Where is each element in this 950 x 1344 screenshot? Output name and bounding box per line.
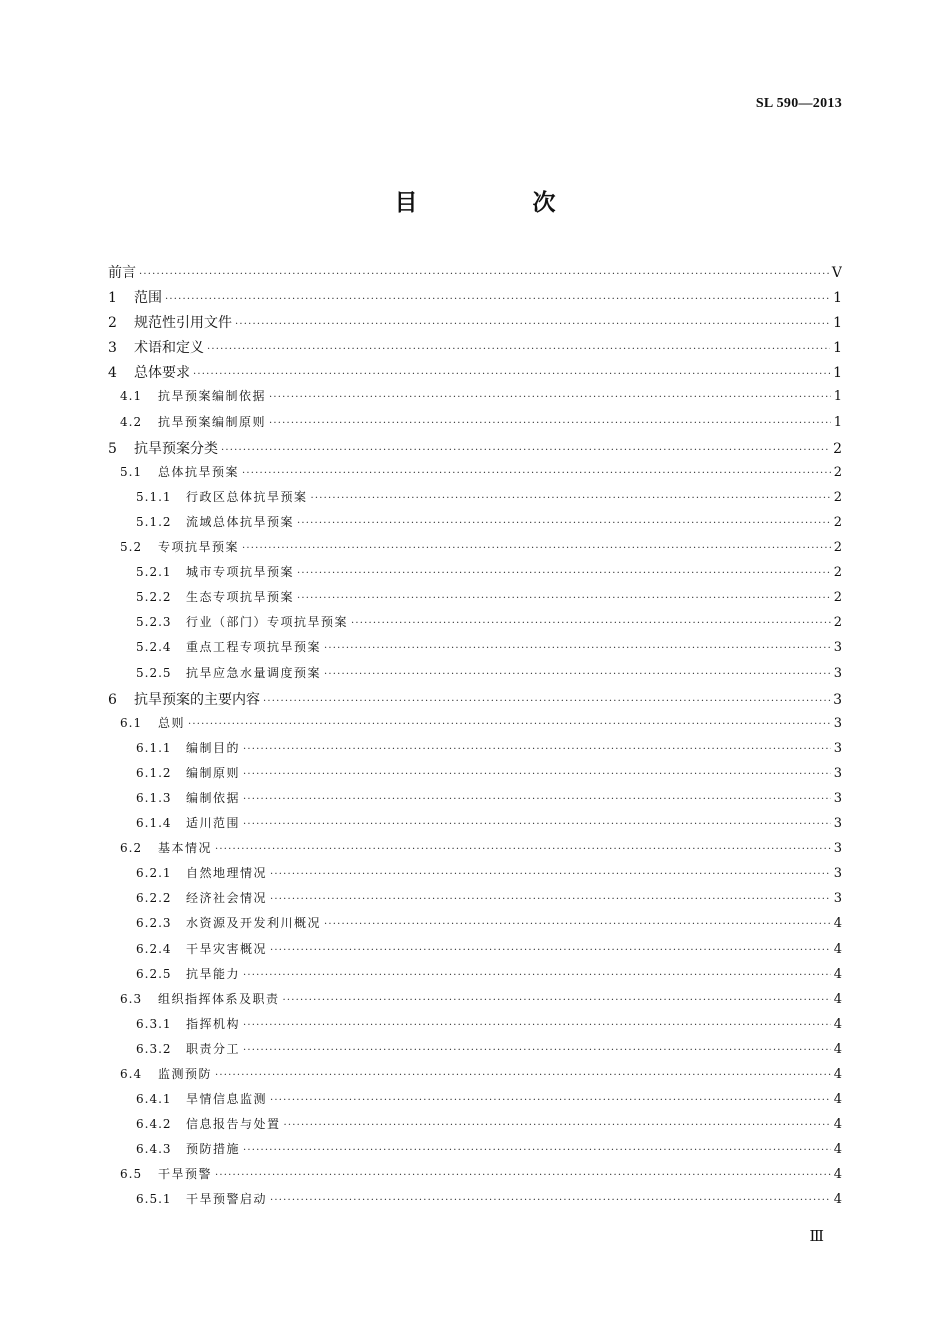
toc-entry-number: 6.3.1: [136, 1016, 172, 1031]
toc-entry[interactable]: [108, 638, 842, 663]
toc-entry-page: 3: [833, 841, 842, 857]
toc-entry-number: 6.4.2: [136, 1117, 172, 1132]
toc-entry-page: Ⅴ: [831, 265, 842, 281]
toc-entry-number: 5.1.1: [136, 489, 172, 504]
toc-entry[interactable]: [108, 1190, 842, 1215]
toc-entry-title: 抗旱预案编制原则: [158, 414, 267, 429]
toc-entry-title: 城市专项抗旱预案: [186, 565, 295, 580]
toc-entry-number: 6.3: [120, 991, 143, 1006]
toc-entry-page: 4: [833, 1092, 842, 1108]
toc-entry-page: 4: [833, 1067, 842, 1082]
toc-entry-number: 6.5: [120, 1167, 143, 1182]
toc-entry-page: 3: [833, 740, 842, 756]
toc-entry-title: 抗旱能力: [186, 966, 241, 981]
toc-entry-title: 监测预防: [158, 1067, 213, 1081]
toc-entry[interactable]: [108, 362, 842, 387]
toc-entry-number: 6.1: [120, 715, 143, 730]
toc-entry-page: 3: [833, 715, 842, 731]
toc-entry-page: 1: [833, 315, 842, 332]
toc-entry[interactable]: [108, 262, 842, 287]
toc-entry-number: 5.2.4: [136, 640, 172, 655]
toc-entry-number: 5.1: [120, 464, 143, 479]
dot-leader: [270, 1095, 831, 1106]
toc-entry-title: 组织指挥体系及职责: [158, 991, 280, 1006]
dot-leader: [297, 593, 831, 604]
toc-entry[interactable]: [108, 965, 842, 990]
toc-entry-number: 6.3.2: [136, 1041, 172, 1056]
page-title: 目 次: [394, 189, 602, 216]
toc-entry-title: 信息报告与处置: [186, 1117, 281, 1132]
dot-leader: [243, 970, 831, 981]
toc-entry-title: 预防措施: [186, 1142, 241, 1157]
toc-entry[interactable]: [108, 563, 842, 588]
toc-entry-page: 1: [833, 414, 842, 430]
toc-entry-title: 抗旱应急水量调度预案: [186, 665, 322, 680]
toc-entry-number: 5.2: [120, 540, 143, 555]
toc-entry-title: 指挥机构: [186, 1016, 241, 1031]
dot-leader: [270, 1195, 831, 1206]
toc-entry-page: 1: [833, 365, 842, 382]
toc-entry-title: 流域总体抗旱预案: [186, 514, 295, 529]
dot-leader: [270, 945, 831, 956]
toc-entry[interactable]: [108, 1090, 842, 1115]
toc-entry[interactable]: [108, 689, 842, 714]
toc-entry-number: 6.4: [120, 1067, 143, 1081]
toc-entry-title: 专项抗旱预案: [158, 540, 240, 555]
toc-entry-title: 编制原则: [186, 765, 241, 780]
toc-entry-title: 适川范围: [186, 816, 241, 831]
toc-entry[interactable]: [108, 488, 842, 513]
toc-entry-title: 干旱预警: [158, 1167, 213, 1182]
toc-entry-page: 3: [833, 891, 842, 907]
toc-entry-title: 基本情况: [158, 841, 213, 856]
dot-leader: [297, 518, 831, 529]
toc-entry-page: 3: [833, 816, 842, 832]
toc-entry-page: 4: [833, 1041, 842, 1057]
toc-entry-number: 6.2.4: [136, 941, 172, 956]
dot-leader: [221, 445, 830, 456]
dot-leader: [243, 769, 831, 780]
toc-entry-number: 5.2.5: [136, 665, 172, 680]
dot-leader: [269, 418, 831, 429]
dot-leader: [243, 744, 831, 755]
dot-leader: [242, 543, 831, 554]
toc-entry-page: 3: [833, 765, 842, 781]
toc-entry-title: 总体要求: [134, 365, 190, 382]
toc-entry-title: 经济社会情况: [186, 891, 268, 906]
toc-entry[interactable]: [108, 664, 842, 689]
toc-entry-page: 3: [833, 665, 842, 681]
toc-entry-number: 5.2.2: [136, 590, 172, 605]
toc-entry-number: 6: [108, 691, 117, 708]
toc-entry-page: 2: [833, 489, 842, 505]
dot-leader: [284, 1120, 831, 1131]
toc-entry[interactable]: [108, 463, 842, 488]
toc-entry-page: 4: [833, 966, 842, 982]
toc-entry-number: 6.1.1: [136, 740, 172, 755]
toc-entry-number: 6.1.4: [136, 816, 172, 831]
toc-entry[interactable]: [108, 1040, 842, 1065]
toc-entry-page: 3: [833, 790, 842, 806]
toc-entry-page: 2: [833, 440, 842, 457]
toc-entry[interactable]: [108, 839, 842, 864]
toc-entry-number: 6.5.1: [136, 1192, 172, 1207]
toc-entry-number: 5.1.2: [136, 514, 172, 529]
toc-entry-title: 自然地理情况: [186, 866, 268, 881]
toc-entry-number: 1: [108, 290, 117, 307]
toc-entry-page: 1: [833, 290, 842, 307]
toc-entry-number: 4: [108, 365, 117, 382]
toc-entry-title: 抗旱预案的主要内容: [134, 691, 260, 708]
toc-entry[interactable]: [108, 538, 842, 563]
toc-entry-page: 2: [833, 464, 842, 480]
toc-entry-page: 3: [833, 866, 842, 882]
toc-entry[interactable]: [108, 814, 842, 839]
dot-leader: [311, 493, 831, 504]
toc-entry-page: 1: [833, 389, 842, 405]
toc-entry[interactable]: [108, 438, 842, 463]
dot-leader: [243, 1145, 831, 1156]
toc-entry[interactable]: [108, 387, 842, 412]
dot-leader: [297, 568, 831, 579]
toc-entry-page: 1: [833, 340, 842, 357]
toc-entry-page: 4: [833, 991, 842, 1007]
toc-entry[interactable]: [108, 889, 842, 914]
dot-leader: [324, 669, 831, 680]
toc-entry-page: 3: [833, 640, 842, 656]
toc-entry-number: 5: [108, 440, 117, 457]
dot-leader: [243, 1045, 831, 1056]
dot-leader: [269, 392, 831, 403]
dot-leader: [242, 468, 831, 479]
toc-entry-number: 2: [108, 315, 117, 332]
toc-entry-title: 旱情信息监测: [186, 1092, 268, 1107]
toc-entry[interactable]: [108, 312, 842, 337]
toc-entry[interactable]: [108, 588, 842, 613]
toc-entry-number: 6.4.3: [136, 1142, 172, 1157]
dot-leader: [243, 819, 831, 830]
toc-entry[interactable]: [108, 513, 842, 538]
dot-leader: [324, 919, 831, 930]
toc-entry-number: 5.2.1: [136, 565, 172, 580]
toc-entry[interactable]: [108, 714, 842, 739]
toc-entry-title: 总则: [158, 715, 186, 730]
dot-leader: [188, 719, 831, 730]
table-of-contents: [108, 262, 842, 1216]
dot-leader: [263, 696, 830, 707]
toc-entry-number: 6.4.1: [136, 1092, 172, 1107]
dot-leader: [207, 344, 830, 355]
toc-entry[interactable]: [108, 337, 842, 362]
toc-entry[interactable]: [108, 940, 842, 965]
toc-entry-title: 行业（部门）专项抗旱预案: [186, 615, 349, 630]
dot-leader: [324, 643, 831, 654]
toc-entry[interactable]: [108, 613, 842, 638]
dot-leader: [283, 995, 831, 1006]
dot-leader: [235, 319, 830, 330]
dot-leader: [270, 894, 831, 905]
toc-entry-page: 2: [833, 590, 842, 606]
toc-entry-number: 3: [108, 340, 117, 357]
toc-entry-title: 编制目的: [186, 740, 241, 755]
toc-entry-title: 编制依据: [186, 790, 241, 805]
toc-entry[interactable]: [108, 739, 842, 764]
toc-entry[interactable]: [108, 1015, 842, 1040]
toc-entry-title: 干旱预警启动: [186, 1192, 268, 1207]
toc-entry-number: 4.2: [120, 414, 143, 429]
toc-entry-title: 职责分工: [186, 1041, 241, 1056]
toc-entry-title: 前言: [108, 265, 136, 281]
toc-entry-page: 4: [833, 1167, 842, 1183]
toc-entry[interactable]: [108, 413, 842, 438]
toc-entry[interactable]: [108, 1115, 842, 1140]
toc-entry-title: 术语和定义: [134, 340, 204, 357]
toc-entry-page: 2: [833, 565, 842, 581]
toc-entry-number: 6.1.2: [136, 765, 172, 780]
toc-entry-page: 4: [833, 1117, 842, 1133]
dot-leader: [243, 794, 831, 805]
toc-entry[interactable]: [108, 789, 842, 814]
dot-leader: [215, 1170, 831, 1181]
dot-leader: [270, 869, 831, 880]
toc-entry[interactable]: [108, 990, 842, 1015]
toc-entry-number: 6.1.3: [136, 790, 172, 805]
dot-leader: [243, 1020, 831, 1031]
toc-entry-title: 水资源及开发利川概况: [186, 916, 322, 931]
toc-entry-title: 总体抗旱预案: [158, 464, 240, 479]
toc-entry-page: 4: [833, 1142, 842, 1158]
toc-entry-page: 4: [833, 916, 842, 932]
dot-leader: [139, 269, 829, 280]
toc-entry-page: 4: [833, 1192, 842, 1208]
toc-entry-page: 4: [833, 941, 842, 957]
toc-entry-number: 6.2: [120, 841, 143, 856]
toc-entry-number: 4.1: [120, 389, 143, 404]
toc-entry-title: 范围: [134, 290, 162, 307]
standard-code: SL 590—2013: [755, 96, 842, 111]
toc-entry[interactable]: [108, 1140, 842, 1165]
dot-leader: [215, 844, 831, 855]
toc-entry-title: 干旱灾害概况: [186, 941, 268, 956]
toc-entry[interactable]: [108, 1165, 842, 1190]
toc-entry-page: 4: [833, 1016, 842, 1032]
toc-entry-title: 抗旱预案分类: [134, 440, 218, 457]
dot-leader: [193, 369, 830, 380]
toc-entry-title: 行政区总体抗旱预案: [186, 489, 308, 504]
toc-entry-number: 6.2.3: [136, 916, 172, 931]
toc-entry-page: 3: [833, 691, 842, 708]
dot-leader: [351, 618, 831, 629]
toc-entry[interactable]: [108, 1065, 842, 1090]
toc-entry[interactable]: [108, 914, 842, 939]
toc-entry-number: 6.2.1: [136, 866, 172, 881]
dot-leader: [165, 294, 830, 305]
toc-entry-page: 2: [833, 514, 842, 530]
dot-leader: [215, 1070, 831, 1081]
toc-entry-title: 抗旱预案编制依据: [158, 389, 267, 404]
toc-entry-title: 重点工程专项抗旱预案: [186, 640, 322, 655]
toc-entry[interactable]: [108, 287, 842, 312]
toc-entry-title: 生态专项抗旱预案: [186, 590, 295, 605]
toc-entry-page: 2: [833, 540, 842, 556]
toc-entry[interactable]: [108, 764, 842, 789]
toc-entry-page: 2: [833, 615, 842, 631]
toc-entry-number: 6.2.2: [136, 891, 172, 906]
toc-entry[interactable]: [108, 864, 842, 889]
toc-entry-number: 6.2.5: [136, 966, 172, 981]
page-number: Ⅲ: [809, 1229, 824, 1245]
toc-entry-title: 规范性引用文件: [134, 315, 232, 332]
toc-entry-number: 5.2.3: [136, 615, 172, 630]
